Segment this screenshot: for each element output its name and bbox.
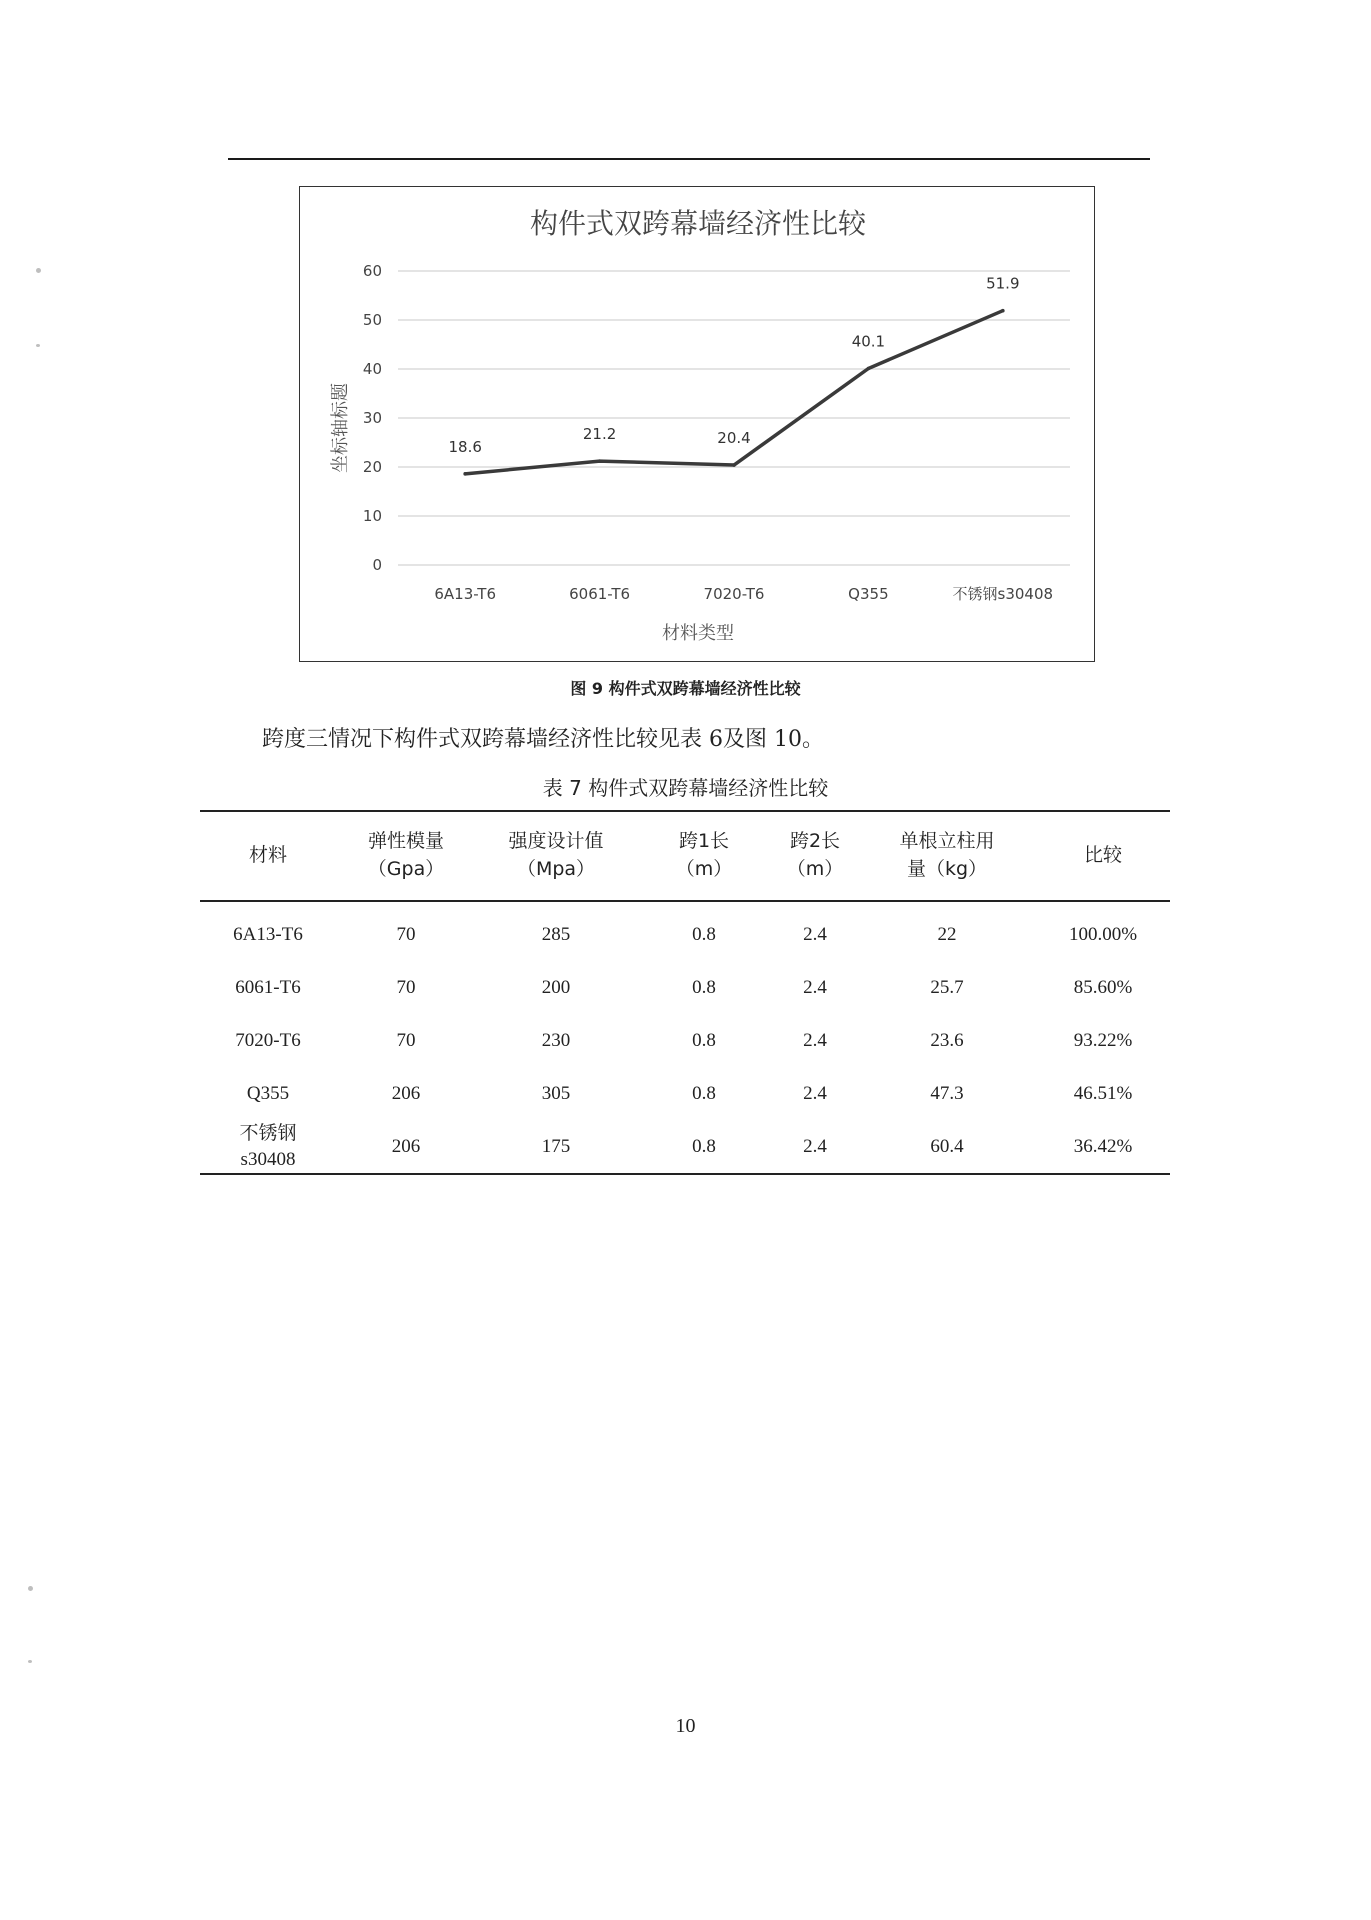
column-header [636, 811, 772, 901]
table-row [200, 961, 1170, 1014]
table-cell: 175 [541, 1135, 571, 1157]
chart-canvas [300, 187, 1096, 663]
chart-title: 构件式双跨幕墙经济性比较 [529, 207, 867, 240]
y-tick-label: 50 [362, 311, 382, 329]
table-cell: 206 [391, 1135, 421, 1157]
page-number: 10 [675, 1715, 696, 1737]
series-line [465, 311, 1003, 474]
table-cell: 2.4 [803, 923, 827, 945]
scan-speck [28, 1660, 32, 1663]
data-label: 20.4 [717, 429, 751, 448]
data-point [1001, 309, 1005, 313]
column-header-line: 材料 [248, 844, 287, 867]
material-line: s30408 [240, 1148, 296, 1170]
column-header-line: （m） [675, 858, 733, 880]
header-rule [228, 158, 1150, 160]
material-line: 6061-T6 [235, 976, 301, 998]
table-cell: 0.8 [692, 1029, 716, 1051]
column-header [200, 811, 336, 901]
table-cell: 70 [396, 976, 416, 998]
y-tick-label: 60 [362, 262, 382, 280]
table-cell: 0.8 [692, 1082, 716, 1104]
column-header [476, 811, 636, 901]
body-paragraph: 跨度三情况下构件式双跨幕墙经济性比较见表 6及图 10。 [262, 727, 824, 752]
data-point [463, 472, 467, 476]
column-header-line: （m） [786, 858, 844, 880]
table-cell: 230 [541, 1029, 571, 1051]
column-header [1036, 811, 1170, 901]
table-body [200, 901, 1170, 1174]
column-header-line: 跨1长 [678, 830, 730, 853]
table-row [200, 901, 1170, 961]
column-header-line: 强度设计值 [508, 830, 604, 853]
table-cell: 46.51% [1073, 1082, 1133, 1104]
data-label: 51.9 [986, 274, 1020, 293]
table-cell: 0.8 [692, 1135, 716, 1157]
table-header-row [200, 811, 1170, 901]
table-row [200, 1067, 1170, 1120]
column-header-line: 单根立柱用 [899, 830, 995, 853]
table-row [200, 1014, 1170, 1067]
x-tick-label: 7020-T6 [703, 585, 765, 603]
x-axis-title: 材料类型 [662, 623, 734, 644]
figure-caption: 图 9 构件式双跨幕墙经济性比较 [570, 679, 801, 698]
x-tick-label: Q355 [848, 585, 889, 603]
x-tick-label: 6A13-T6 [434, 585, 497, 603]
table-cell: 70 [396, 1029, 416, 1051]
y-tick-label: 40 [362, 360, 382, 378]
y-tick-label: 30 [362, 409, 382, 427]
table-cell: 36.42% [1073, 1135, 1133, 1157]
material-cell [200, 1120, 336, 1174]
column-header-line: 量（kg） [906, 858, 988, 880]
table-cell: 60.4 [930, 1135, 964, 1157]
table-cell: 2.4 [803, 1082, 827, 1104]
data-point [732, 463, 736, 467]
table-cell: 85.60% [1073, 976, 1133, 998]
table-cell: 305 [541, 1082, 571, 1104]
column-header-line: （Gpa） [367, 858, 445, 880]
y-axis-title: 坐标轴标题 [330, 383, 351, 473]
material-cell [200, 961, 336, 1014]
table-cell: 100.00% [1068, 923, 1138, 945]
column-header-line: 比较 [1083, 844, 1122, 867]
table-cell: 0.8 [692, 923, 716, 945]
data-label: 21.2 [582, 425, 617, 444]
material-cell [200, 1067, 336, 1120]
column-header [772, 811, 858, 901]
column-header-line: 跨2长 [789, 830, 841, 853]
column-header-line: 弹性模量 [367, 830, 444, 853]
data-point [598, 459, 602, 463]
y-tick-label: 20 [362, 458, 382, 476]
y-tick-label: 0 [372, 556, 382, 574]
material-line: 7020-T6 [235, 1029, 301, 1051]
y-tick-label: 10 [362, 507, 382, 525]
table-cell: 47.3 [930, 1082, 964, 1104]
column-header [336, 811, 476, 901]
table-cell: 0.8 [692, 976, 716, 998]
table-cell: 200 [541, 976, 571, 998]
data-point [867, 367, 871, 371]
material-cell [200, 1014, 336, 1067]
table-cell: 2.4 [803, 1135, 827, 1157]
table-cell: 25.7 [930, 976, 964, 998]
material-cell [200, 901, 336, 961]
x-tick-label: 6061-T6 [569, 585, 631, 603]
x-tick-label: 不锈钢s30408 [952, 585, 1054, 603]
table-cell: 285 [541, 923, 571, 945]
data-label: 40.1 [851, 332, 886, 351]
material-line: 不锈钢 [239, 1122, 297, 1144]
scan-speck [36, 344, 40, 347]
scan-speck [36, 268, 41, 273]
scan-speck [28, 1586, 33, 1591]
table-cell: 23.6 [930, 1029, 964, 1051]
table-cell: 93.22% [1073, 1029, 1133, 1051]
line-chart [299, 186, 1095, 662]
material-line: Q355 [246, 1082, 290, 1104]
table-cell: 206 [391, 1082, 421, 1104]
table-cell: 2.4 [803, 1029, 827, 1051]
table-cell: 2.4 [803, 976, 827, 998]
column-header [858, 811, 1036, 901]
comparison-table [200, 810, 1170, 1175]
table-row [200, 1120, 1170, 1174]
table-caption: 表 7 构件式双跨幕墙经济性比较 [542, 776, 829, 800]
material-line: 6A13-T6 [233, 923, 303, 945]
table-cell: 22 [937, 923, 957, 945]
column-header-line: （Mpa） [516, 858, 596, 880]
table-cell: 70 [396, 923, 416, 945]
data-label: 18.6 [448, 437, 482, 456]
